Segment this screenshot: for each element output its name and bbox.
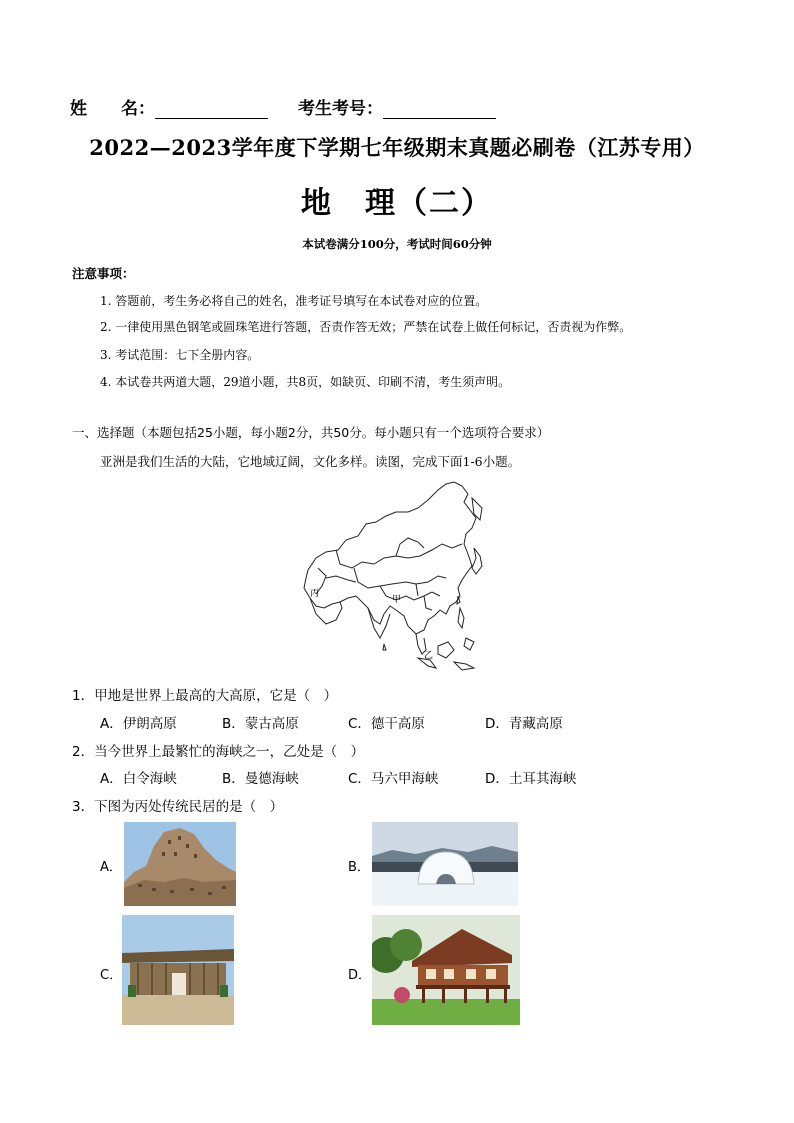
image-option-c-label[interactable]: C． xyxy=(100,968,123,983)
image-option-d-label[interactable]: D． xyxy=(348,968,372,983)
question-stem: 2．当今世界上最繁忙的海峡之一，乙处是（ ） xyxy=(72,744,365,760)
student-info-line xyxy=(70,94,496,119)
note-item: 3. 考试范围：七下全册内容。 xyxy=(100,348,260,362)
subject-title: 地 理（二） xyxy=(301,186,493,221)
notes-heading: 注意事项： xyxy=(72,266,135,281)
map-label-bing: 丙 xyxy=(310,589,320,599)
option-d[interactable]: D．土耳其海峡 xyxy=(485,771,577,787)
note-item: 4. 本试卷共两道大题，29道小题，共8页，如缺页、印刷不清，考生须声明。 xyxy=(100,375,511,389)
question-stem: 3．下图为丙处传统民居的是（ ） xyxy=(72,799,284,815)
option-a[interactable]: A．白令海峡 xyxy=(100,771,177,787)
cave-dwelling-photo[interactable] xyxy=(124,822,236,906)
igloo-photo[interactable] xyxy=(372,822,518,906)
name-blank[interactable] xyxy=(155,98,268,119)
note-item: 1. 答题前，考生务必将自己的姓名，准考证号填写在本试卷对应的位置。 xyxy=(100,294,488,308)
note-item: 2. 一律使用黑色钢笔或圆珠笔进行答题，否责作答无效；严禁在试卷上做任何标记，否责视为作弊。 xyxy=(100,320,632,334)
exam-number-label: 考生考号： xyxy=(298,99,383,119)
wooden-pavilion-photo[interactable] xyxy=(122,915,234,1025)
map-label-jia: 甲 xyxy=(392,595,402,605)
section-intro: 亚洲是我们生活的大陆，它地域辽阔，文化多样。读图，完成下面1-6小题。 xyxy=(100,454,521,469)
asia-map xyxy=(296,478,492,674)
option-a[interactable]: A．伊朗高原 xyxy=(100,716,177,732)
image-option-b-label[interactable]: B． xyxy=(348,860,370,875)
image-option-a-label[interactable]: A． xyxy=(100,860,122,875)
option-d[interactable]: D．青藏高原 xyxy=(485,716,563,732)
name-label: 姓 名： xyxy=(70,99,155,119)
exam-title: 2022—2023学年度下学期七年级期末真题必刷卷（江苏专用） xyxy=(89,135,705,160)
option-c[interactable]: C．德干高原 xyxy=(348,716,425,732)
stilt-house-photo[interactable] xyxy=(372,915,520,1025)
option-b[interactable]: B．曼德海峡 xyxy=(222,771,299,787)
exam-number-blank[interactable] xyxy=(383,98,496,119)
section-title: 一、选择题（本题包括25小题，每小题2分，共50分。每小题只有一个选项符合要求） xyxy=(72,425,550,440)
option-c[interactable]: C．马六甲海峡 xyxy=(348,771,439,787)
question-stem: 1．甲地是世界上最高的大高原，它是（ ） xyxy=(72,688,338,704)
exam-meta: 本试卷满分100分，考试时间60分钟 xyxy=(302,237,492,251)
map-label-yi: 乙 xyxy=(424,651,434,661)
option-b[interactable]: B．蒙古高原 xyxy=(222,716,299,732)
